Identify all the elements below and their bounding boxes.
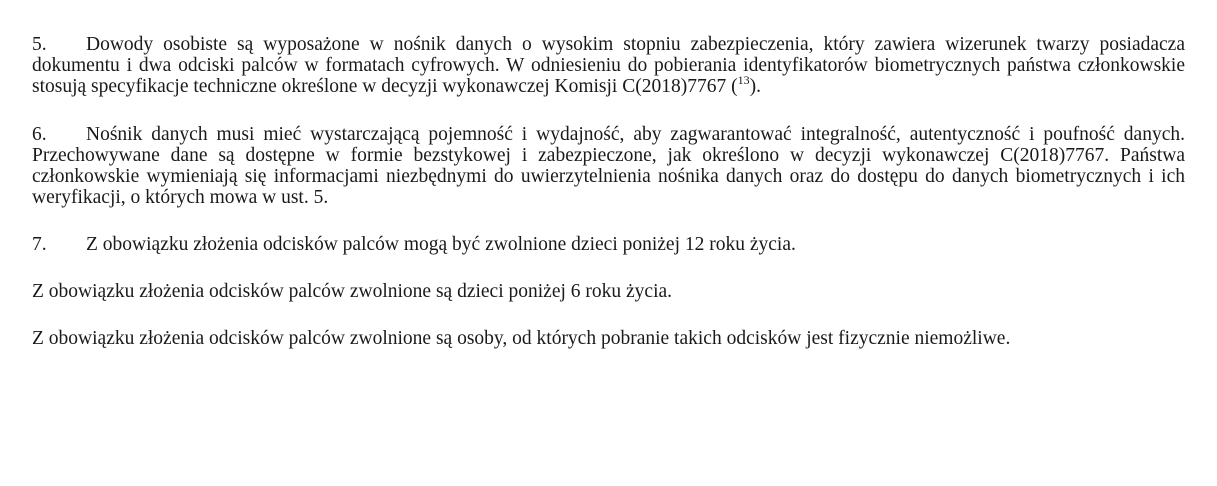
document-body [32,34,1185,349]
paragraph-text: Z obowiązku złożenia odcisków palców zwolnione są osoby, od których pobranie takich odcisków jest fizycznie niemożliwe. [32,328,1011,349]
paragraph-7-second [32,281,1185,302]
spacer [32,255,1185,281]
paragraph-7-third [32,328,1185,349]
spacer [32,97,1185,124]
paragraph-number: 6. [32,124,47,145]
footnote-reference[interactable]: 13 [737,72,750,87]
paragraph-number: 5. [32,34,47,55]
spacer [32,208,1185,234]
spacer [32,302,1185,328]
paragraph-text-end: ). [749,76,761,97]
paragraph-7 [32,234,1185,255]
paragraph-text: Dowody osobiste są wyposażone w nośnik danych o wysokim stopniu zabezpieczenia, który zawiera wizerunek twarzy posiadacza dokumentu i dwa odciski palców w formatach cyfrowych. W odniesieniu do pobierania identyfikatorów biometrycznych państwa członkowskie stosują specyfikacje techniczne określone w decyzji wykonawczej Komisji C(2018)7767 ( [32,34,1185,97]
paragraph-6 [32,124,1185,208]
paragraph-number: 7. [32,234,47,255]
paragraph-text: Nośnik danych musi mieć wystarczającą pojemność i wydajność, aby zagwarantować integralność, autentyczność i poufność danych. Przechowywane dane są dostępne w formie bezstykowej i zabezpieczone, jak określono w decyzji wykonawczej C(2018)7767. Państwa członkowskie wymieniają się informacjami niezbędnymi do uwierzytelnienia nośnika danych oraz do dostępu do danych biometrycznych i ich weryfikacji, o których mowa w ust. 5. [32,124,1185,208]
paragraph-text: Z obowiązku złożenia odcisków palców mogą być zwolnione dzieci poniżej 12 roku życia. [86,234,796,255]
paragraph-5 [32,34,1185,97]
paragraph-text: Z obowiązku złożenia odcisków palców zwolnione są dzieci poniżej 6 roku życia. [32,281,673,302]
